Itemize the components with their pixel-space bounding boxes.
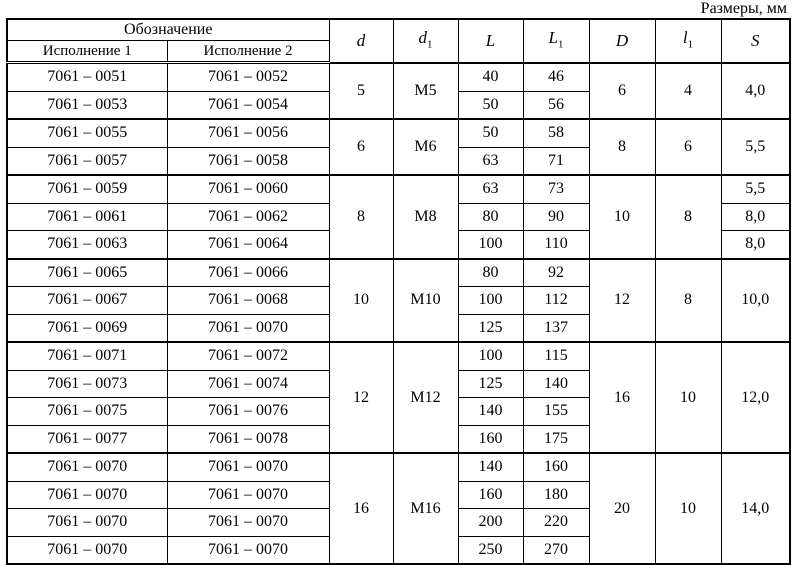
variant2-cell: 7061 – 0058 bbox=[167, 147, 329, 175]
S-cell: 12,0 bbox=[721, 342, 790, 453]
col-header-d1: $d_1$ bbox=[393, 19, 458, 63]
col-header-D: D bbox=[589, 19, 655, 63]
L1-cell: 160 bbox=[523, 453, 589, 481]
table-row bbox=[7, 175, 790, 203]
table-row bbox=[7, 453, 790, 481]
L1-cell: 220 bbox=[523, 509, 589, 537]
l1-cell: 10 bbox=[655, 453, 721, 564]
L1-cell: 270 bbox=[523, 536, 589, 564]
table-row bbox=[7, 119, 790, 147]
L1-cell: 140 bbox=[523, 370, 589, 398]
d1-cell: M16 bbox=[393, 453, 458, 564]
L1-cell: 92 bbox=[523, 259, 589, 287]
L-cell: 40 bbox=[458, 63, 523, 92]
variant1-cell: 7061 – 0063 bbox=[7, 231, 167, 259]
D-cell: 16 bbox=[589, 342, 655, 453]
table-row bbox=[7, 342, 790, 370]
variant1-cell: 7061 – 0067 bbox=[7, 287, 167, 315]
col-header-l1: $l_1$ bbox=[655, 19, 721, 63]
d1-cell: M6 bbox=[393, 119, 458, 175]
variant1-cell: 7061 – 0070 bbox=[7, 453, 167, 481]
L-cell: 100 bbox=[458, 287, 523, 315]
units-label: Размеры, мм bbox=[700, 0, 787, 17]
variant1-cell: 7061 – 0075 bbox=[7, 398, 167, 426]
L-cell: 100 bbox=[458, 342, 523, 370]
L-cell: 160 bbox=[458, 481, 523, 509]
variant1-cell: 7061 – 0053 bbox=[7, 91, 167, 119]
variant1-cell: 7061 – 0057 bbox=[7, 147, 167, 175]
L1-cell: 175 bbox=[523, 425, 589, 453]
variant1-cell: 7061 – 0055 bbox=[7, 119, 167, 147]
L1-cell: 115 bbox=[523, 342, 589, 370]
variant2-cell: 7061 – 0056 bbox=[167, 119, 329, 147]
L-cell: 50 bbox=[458, 119, 523, 147]
variant1-cell: 7061 – 0059 bbox=[7, 175, 167, 203]
l1-cell: 10 bbox=[655, 342, 721, 453]
D-cell: 6 bbox=[589, 63, 655, 120]
variant2-cell: 7061 – 0074 bbox=[167, 370, 329, 398]
variant1-cell: 7061 – 0073 bbox=[7, 370, 167, 398]
L-cell: 80 bbox=[458, 259, 523, 287]
l1-cell: 8 bbox=[655, 259, 721, 343]
L-cell: 125 bbox=[458, 314, 523, 342]
variant2-cell: 7061 – 0062 bbox=[167, 203, 329, 231]
S-cell: 8,0 bbox=[721, 203, 790, 231]
d-cell: 8 bbox=[329, 175, 393, 259]
col-header-S: S bbox=[721, 19, 790, 63]
variant1-cell: 7061 – 0061 bbox=[7, 203, 167, 231]
L1-cell: 110 bbox=[523, 231, 589, 259]
S-cell: 4,0 bbox=[721, 63, 790, 120]
variant2-cell: 7061 – 0068 bbox=[167, 287, 329, 315]
L-cell: 63 bbox=[458, 147, 523, 175]
L-cell: 125 bbox=[458, 370, 523, 398]
L1-cell: 46 bbox=[523, 63, 589, 92]
variant2-header: Исполнение 2 bbox=[167, 41, 329, 63]
L-cell: 160 bbox=[458, 425, 523, 453]
L-cell: 50 bbox=[458, 91, 523, 119]
variant1-cell: 7061 – 0070 bbox=[7, 481, 167, 509]
D-cell: 20 bbox=[589, 453, 655, 564]
table-body bbox=[7, 63, 790, 565]
variant2-cell: 7061 – 0076 bbox=[167, 398, 329, 426]
L-cell: 80 bbox=[458, 203, 523, 231]
variant2-cell: 7061 – 0052 bbox=[167, 63, 329, 92]
L1-cell: 73 bbox=[523, 175, 589, 203]
variant1-cell: 7061 – 0070 bbox=[7, 536, 167, 564]
designation-header: Обозначение bbox=[7, 19, 329, 41]
L-cell: 100 bbox=[458, 231, 523, 259]
variant2-cell: 7061 – 0078 bbox=[167, 425, 329, 453]
L1-cell: 112 bbox=[523, 287, 589, 315]
table-row bbox=[7, 63, 790, 92]
variant1-cell: 7061 – 0077 bbox=[7, 425, 167, 453]
d1-cell: M12 bbox=[393, 342, 458, 453]
L1-cell: 180 bbox=[523, 481, 589, 509]
variant2-cell: 7061 – 0070 bbox=[167, 536, 329, 564]
variant1-cell: 7061 – 0070 bbox=[7, 509, 167, 537]
S-cell: 8,0 bbox=[721, 231, 790, 259]
variant2-cell: 7061 – 0070 bbox=[167, 453, 329, 481]
L1-cell: 71 bbox=[523, 147, 589, 175]
table-header bbox=[7, 19, 790, 63]
variant1-cell: 7061 – 0071 bbox=[7, 342, 167, 370]
col-header-L1: $L_1$ bbox=[523, 19, 589, 63]
variant2-cell: 7061 – 0070 bbox=[167, 481, 329, 509]
col-header-L: L bbox=[458, 19, 523, 63]
L1-cell: 90 bbox=[523, 203, 589, 231]
d-cell: 5 bbox=[329, 63, 393, 120]
d1-cell: M8 bbox=[393, 175, 458, 259]
l1-cell: 8 bbox=[655, 175, 721, 259]
variant2-cell: 7061 – 0066 bbox=[167, 259, 329, 287]
d-cell: 16 bbox=[329, 453, 393, 564]
d1-cell: M10 bbox=[393, 259, 458, 343]
l1-cell: 6 bbox=[655, 119, 721, 175]
variant1-cell: 7061 – 0051 bbox=[7, 63, 167, 92]
variant2-cell: 7061 – 0064 bbox=[167, 231, 329, 259]
L-cell: 140 bbox=[458, 453, 523, 481]
L-cell: 250 bbox=[458, 536, 523, 564]
table-row bbox=[7, 259, 790, 287]
variant1-header: Исполнение 1 bbox=[7, 41, 167, 63]
D-cell: 12 bbox=[589, 259, 655, 343]
S-cell: 5,5 bbox=[721, 119, 790, 175]
variant2-cell: 7061 – 0070 bbox=[167, 509, 329, 537]
D-cell: 10 bbox=[589, 175, 655, 259]
variant1-cell: 7061 – 0065 bbox=[7, 259, 167, 287]
L1-cell: 58 bbox=[523, 119, 589, 147]
S-cell: 5,5 bbox=[721, 175, 790, 203]
d-cell: 6 bbox=[329, 119, 393, 175]
L1-cell: 137 bbox=[523, 314, 589, 342]
variant2-cell: 7061 – 0060 bbox=[167, 175, 329, 203]
col-header-d: d bbox=[329, 19, 393, 63]
variant1-cell: 7061 – 0069 bbox=[7, 314, 167, 342]
L-cell: 63 bbox=[458, 175, 523, 203]
variant2-cell: 7061 – 0054 bbox=[167, 91, 329, 119]
dimensions-table bbox=[6, 18, 791, 565]
L1-cell: 56 bbox=[523, 91, 589, 119]
d-cell: 10 bbox=[329, 259, 393, 343]
variant2-cell: 7061 – 0070 bbox=[167, 314, 329, 342]
S-cell: 14,0 bbox=[721, 453, 790, 564]
L-cell: 200 bbox=[458, 509, 523, 537]
l1-cell: 4 bbox=[655, 63, 721, 120]
variant2-cell: 7061 – 0072 bbox=[167, 342, 329, 370]
S-cell: 10,0 bbox=[721, 259, 790, 343]
L-cell: 140 bbox=[458, 398, 523, 426]
L1-cell: 155 bbox=[523, 398, 589, 426]
d-cell: 12 bbox=[329, 342, 393, 453]
d1-cell: M5 bbox=[393, 63, 458, 120]
D-cell: 8 bbox=[589, 119, 655, 175]
